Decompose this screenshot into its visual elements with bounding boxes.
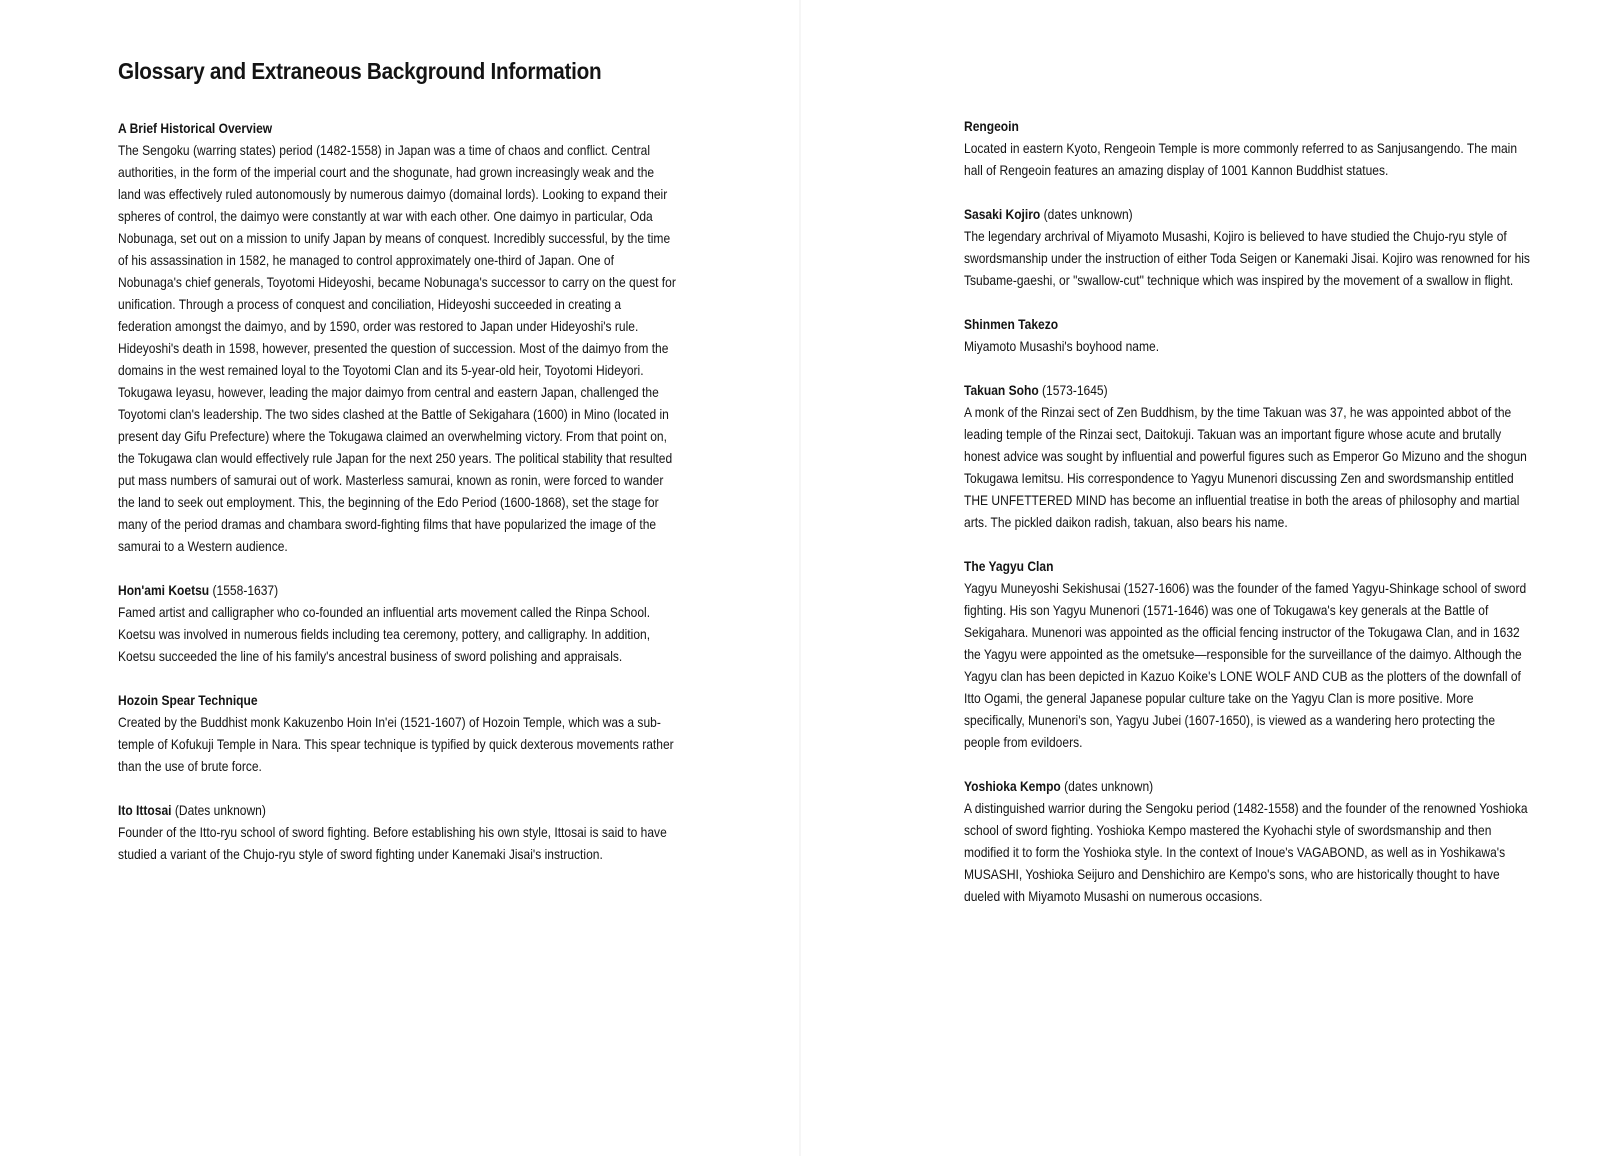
- left-column: [118, 117, 678, 887]
- glossary-entry: [964, 203, 1533, 291]
- entry-body: Yagyu Muneyoshi Sekishusai (1527-1606) was the founder of the famed Yagyu-Shinkage school of sword fighting. His son Yagyu Munenori (1571-1646) was one of Tokugawa's key generals at the Battle of Sekigahara. Munenori was appointed as the official fencing instructor of the Tokugawa Clan, and in 1632 the Yagyu were appointed as the ometsuke—responsible for the surveillance of the daimyo. Although the Yagyu clan has been depicted in Kazuo Koike's LONE WOLF AND CUB as the plotters of the downfall of Itto Ogami, the general Japanese popular culture take on the Yagyu Clan is more positive. More specifically, Munenori's son, Yagyu Jubei (1607-1650), is viewed as a wandering hero protecting the people from evildoers.: [964, 580, 1527, 750]
- entry-body: Founder of the Itto-ryu school of sword fighting. Before establishing his own style, Ittosai is said to have studied a variant of the Chujo-ryu style of sword fighting under Kanemaki Jisai's instruction.: [118, 824, 667, 862]
- glossary-entry: [964, 775, 1533, 907]
- glossary-entry: [118, 579, 677, 667]
- glossary-entry: [118, 799, 677, 865]
- entry-name: Hon'ami Koetsu: [118, 582, 210, 598]
- entry-name: Rengeoin: [964, 118, 1019, 134]
- entry-body: Located in eastern Kyoto, Rengeoin Temple is more commonly referred to as Sanjusangendo. The main hall of Rengeoin features an amazing display of 1001 Kannon Buddhist statues.: [964, 140, 1518, 178]
- entry-name: Shinmen Takezo: [964, 316, 1059, 332]
- entry-name: Yoshioka Kempo: [964, 778, 1061, 794]
- entry-body: A monk of the Rinzai sect of Zen Buddhism, by the time Takuan was 37, he was appointed abbot of the leading temple of the Rinzai sect, Daitokuji. Takuan was an important figure whose acute and brutally honest advice was sought by influential and powerful figures such as Emperor Go Mizuno and the shogun Tokugawa Iemitsu. His correspondence to Yagyu Munenori discussing Zen and swordsmanship entitled THE UNFETTERED MIND has become an influential treatise in both the areas of philosophy and martial arts. The pickled daikon radish, takuan, also bears his name.: [964, 404, 1527, 530]
- glossary-entry: [964, 379, 1533, 533]
- entry-dates: (Dates unknown): [174, 802, 266, 818]
- right-page: [800, 0, 1600, 1156]
- entry-body: Famed artist and calligrapher who co-founded an influential arts movement called the Rinpa School. Koetsu was involved in numerous fields including tea ceremony, pottery, and calligraphy. In addition, Koetsu succeeded the line of his family's ancestral business of sword polishing and appraisals.: [118, 604, 651, 664]
- glossary-entry: [964, 313, 1533, 357]
- entry-dates: (dates unknown): [1043, 206, 1133, 222]
- entry-name: Ito Ittosai: [118, 802, 172, 818]
- entry-body: A distinguished warrior during the Sengoku period (1482-1558) and the founder of the renowned Yoshioka school of sword fighting. Yoshioka Kempo mastered the Kyohachi style of swordsmanship and then modified it to form the Yoshioka style. In the context of Inoue's VAGABOND, as well as in Yoshikawa's MUSASHI, Yoshioka Seijuro and Denshichiro are Kempo's sons, who are historically thought to have dueled with Miyamoto Musashi on numerous occasions.: [964, 800, 1528, 904]
- glossary-entry: [964, 555, 1533, 753]
- glossary-entry: [118, 689, 677, 777]
- entry-dates: (1558-1637): [212, 582, 279, 598]
- page-title: Glossary and Extraneous Background Information: [118, 58, 602, 84]
- entry-name: The Yagyu Clan: [964, 558, 1054, 574]
- entry-body: The legendary archrival of Miyamoto Musashi, Kojiro is believed to have studied the Chujo-ryu style of swordsmanship under the instruction of either Toda Seigen or Kanemaki Jisai. Kojiro was renowned for his Tsubame-gaeshi, or "swallow-cut" technique which was inspired by the movement of a swallow in flight.: [964, 228, 1530, 288]
- right-column: [964, 115, 1534, 929]
- glossary-entry: [118, 117, 677, 557]
- glossary-entry: [964, 115, 1533, 181]
- entry-dates: (dates unknown): [1064, 778, 1154, 794]
- entry-body: Miyamoto Musashi's boyhood name.: [964, 338, 1160, 354]
- entry-body: Created by the Buddhist monk Kakuzenbo Hoin In'ei (1521-1607) of Hozoin Temple, which was a sub-temple of Kofukuji Temple in Nara. This spear technique is typified by quick dexterous movements rather than the use of brute force.: [118, 714, 674, 774]
- entry-name: A Brief Historical Overview: [118, 120, 273, 136]
- entry-dates: (1573-1645): [1042, 382, 1108, 398]
- entry-body: The Sengoku (warring states) period (1482-1558) in Japan was a time of chaos and conflict. Central authorities, in the form of the imperial court and the shogunate, had grown increasingly weak and the land was effectively ruled autonomously by numerous daimyo (domainal lords). Looking to expand their spheres of control, the daimyo were constantly at war with each other. One daimyo in particular, Oda Nobunaga, set out on a mission to unify Japan by means of conquest. Incredibly successful, by the time of his assassination in 1582, he managed to control approximately one-third of Japan. One of Nobunaga's chief generals, Toyotomi Hideyoshi, became Nobunaga's successor to carry on the quest for unification. Through a process of conquest and conciliation, Hideyoshi succeeded in creating a federation amongst the daimyo, and by 1590, order was restored to Japan under Hideyoshi's rule. Hideyoshi's death in 1598, however, presented the question of succession. Most of the daimyo from the domains in the west remained loyal to the Toyotomi Clan and its 5-year-old heir, Toyotomi Hideyori. Tokugawa Ieyasu, however, leading the major daimyo from central and eastern Japan, challenged the Toyotomi clan's leadership. The two sides clashed at the Battle of Sekigahara (1600) in Mino (located in present day Gifu Prefecture) where the Tokugawa claimed an overwhelming victory. From that point on, the Tokugawa clan would effectively rule Japan for the next 250 years. The political stability that resulted put mass numbers of samurai out of work. Masterless samurai, known as ronin, were forced to wander the land to seek out employment. This, the beginning of the Edo Period (1600-1868), set the stage for many of the period dramas and chambara sword-fighting films that have popularized the image of the samurai to a Western audience.: [118, 142, 676, 554]
- entry-name: Hozoin Spear Technique: [118, 692, 258, 708]
- entry-name: Sasaki Kojiro: [964, 206, 1041, 222]
- entry-name: Takuan Soho: [964, 382, 1039, 398]
